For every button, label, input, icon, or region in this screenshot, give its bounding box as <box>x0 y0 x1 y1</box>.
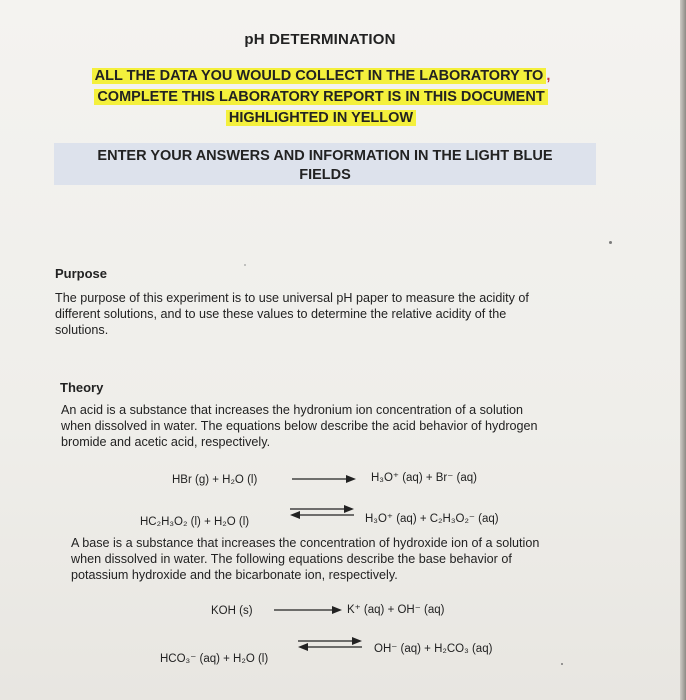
acid-line-2: when dissolved in water. The equations below describe the acid behavior of hydrogen <box>61 419 538 433</box>
purpose-text <box>55 290 529 338</box>
equilibrium-arrow-icon <box>288 504 356 520</box>
page-title: pH DETERMINATION <box>244 31 396 48</box>
acid-text <box>61 402 538 450</box>
yellow-notice-line-1: ALL THE DATA YOU WOULD COLLECT IN THE LABORATORY TO <box>92 68 547 84</box>
speck <box>609 241 612 244</box>
equation-1-products: H₃O⁺ (aq) + Br⁻ (aq) <box>371 472 477 484</box>
equation-2-products: H₃O⁺ (aq) + C₂H₃O₂⁻ (aq) <box>365 513 499 525</box>
blue-notice <box>54 143 596 185</box>
base-text <box>71 535 539 583</box>
forward-arrow-icon <box>272 604 344 616</box>
yellow-notice-line-3: HIGHLIGHTED IN YELLOW <box>226 110 416 126</box>
red-mark: , <box>546 68 551 84</box>
forward-arrow-icon <box>290 473 358 485</box>
yellow-notice-line-2: COMPLETE THIS LABORATORY REPORT IS IN THIS DOCUMENT <box>94 89 547 105</box>
base-line-3: potassium hydroxide and the bicarbonate ion, respectively. <box>71 568 398 582</box>
equation-4-products: OH⁻ (aq) + H₂CO₃ (aq) <box>374 643 493 655</box>
acid-line-1: An acid is a substance that increases the hydronium ion concentration of a solution <box>61 403 524 417</box>
base-line-1: A base is a substance that increases the concentration of hydroxide ion of a solution <box>71 536 540 550</box>
blue-notice-line-2: FIELDS <box>299 167 351 183</box>
theory-heading: Theory <box>60 380 104 395</box>
equation-4-reactants: HCO₃⁻ (aq) + H₂O (l) <box>160 653 269 665</box>
speck <box>244 264 246 266</box>
purpose-heading: Purpose <box>55 266 108 281</box>
page-edge-shadow <box>680 0 686 700</box>
equation-3-reactants: KOH (s) <box>211 605 253 617</box>
equation-1-reactants: HBr (g) + H₂O (l) <box>172 474 258 486</box>
yellow-notice <box>61 66 581 129</box>
equilibrium-arrow-icon <box>296 636 364 652</box>
purpose-line-2: different solutions, and to use these values to determine the relative acidity of the <box>55 307 507 321</box>
acid-line-3: bromide and acetic acid, respectively. <box>61 435 271 449</box>
blue-notice-line-1: ENTER YOUR ANSWERS AND INFORMATION IN THE LIGHT BLUE <box>97 148 553 164</box>
speck <box>561 663 563 665</box>
equation-2-reactants: HC₂H₃O₂ (l) + H₂O (l) <box>140 516 250 528</box>
equation-3-products: K⁺ (aq) + OH⁻ (aq) <box>347 604 445 616</box>
purpose-line-1: The purpose of this experiment is to use universal pH paper to measure the acidity of <box>55 291 529 305</box>
purpose-line-3: solutions. <box>55 323 109 337</box>
base-line-2: when dissolved in water. The following equations describe the base behavior of <box>71 552 512 566</box>
